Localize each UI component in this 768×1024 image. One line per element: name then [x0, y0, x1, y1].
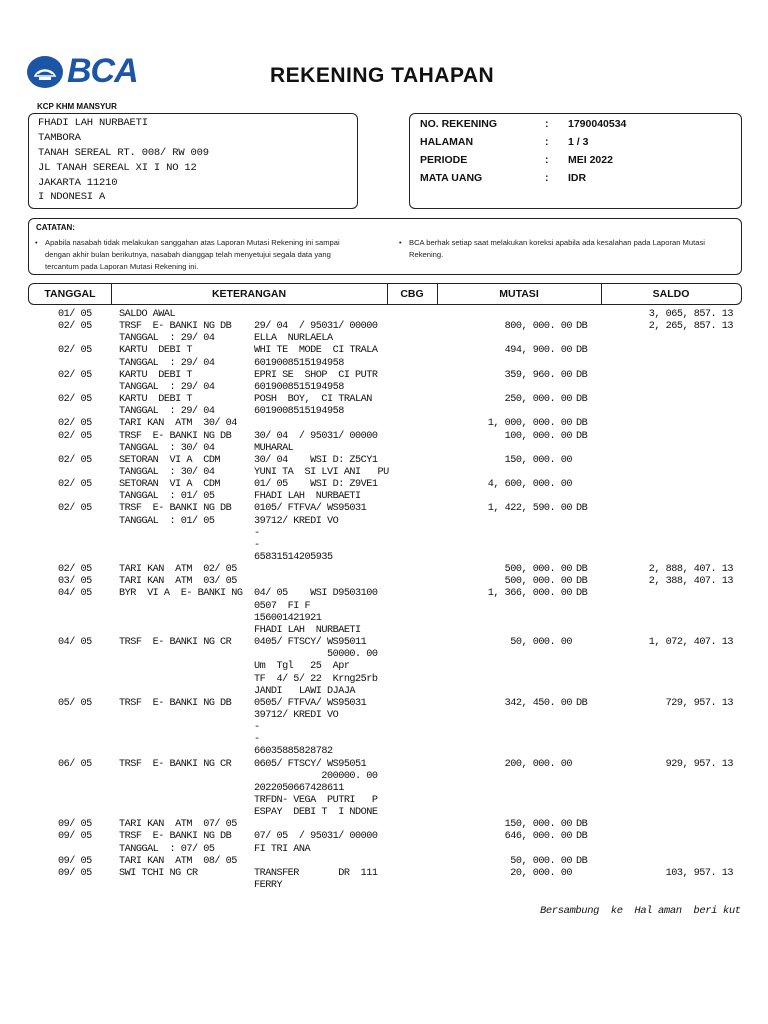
- transaction-description: SETORAN VI A CDM: [119, 479, 221, 491]
- page-title: REKENING TAHAPAN: [270, 64, 495, 87]
- account-number-row: [420, 118, 730, 132]
- transaction-type: DB: [576, 369, 588, 381]
- transaction-date: 06/ 05: [58, 758, 92, 770]
- transaction-description: TARI KAN ATM 03/ 05: [119, 576, 237, 588]
- transaction-date: 02/ 05: [58, 454, 92, 466]
- transaction-amount: 50, 000. 00: [510, 637, 572, 649]
- transaction-detail: 01/ 05 WSI D: Z9VE1: [254, 479, 378, 491]
- transaction-amount: 646, 000. 00: [504, 831, 572, 843]
- transaction-amount: 494, 900. 00: [504, 345, 572, 357]
- transaction-detail: 50000. 00: [254, 649, 378, 661]
- transaction-date: 02/ 05: [58, 430, 92, 442]
- transaction-detail: YUNI TA SI LVI ANI PU: [254, 466, 389, 478]
- note-line: dengan akhir bulan berikutnya, nasabah dianggap telah menyetujui segala data yang: [45, 250, 331, 259]
- transaction-detail: MUHARAL: [254, 442, 294, 454]
- transaction-amount: 250, 000. 00: [504, 394, 572, 406]
- transaction-date: 04/ 05: [58, 588, 92, 600]
- transaction-date: 09/ 05: [58, 831, 92, 843]
- transaction-date: 09/ 05: [58, 819, 92, 831]
- transaction-description: TANGGAL : 29/ 04: [119, 333, 215, 345]
- transaction-description: TRSF E- BANKI NG DB: [119, 831, 232, 843]
- note-left: [35, 237, 395, 273]
- transaction-description: TANGGAL : 29/ 04: [119, 357, 215, 369]
- transaction-type: DB: [576, 697, 588, 709]
- transaction-detail: 29/ 04 / 95031/ 00000: [254, 321, 378, 333]
- note-right: [399, 237, 739, 261]
- transaction-detail: 66035885828782: [254, 746, 333, 758]
- account-info-box: [409, 113, 742, 209]
- address-line: JL TANAH SEREAL XI I NO 12: [38, 162, 197, 174]
- transaction-type: DB: [576, 394, 588, 406]
- page-label: HALAMAN: [420, 136, 474, 148]
- transaction-balance: 729, 957. 13: [665, 697, 733, 709]
- transaction-date: 03/ 05: [58, 576, 92, 588]
- transaction-description: TRSF E- BANKI NG DB: [119, 430, 232, 442]
- address-line: TAMBORA: [38, 132, 81, 144]
- transaction-description: TANGGAL : 07/ 05: [119, 843, 215, 855]
- transaction-detail: WHI TE MODE CI TRALA: [254, 345, 378, 357]
- transaction-date: 09/ 05: [58, 867, 92, 879]
- column-header-cbg: CBG: [400, 288, 424, 300]
- transaction-date: 02/ 05: [58, 321, 92, 333]
- transaction-description: TRSF E- BANKI NG DB: [119, 503, 232, 515]
- transaction-description: SWI TCHI NG CR: [119, 867, 198, 879]
- transaction-amount: 342, 450. 00: [504, 697, 572, 709]
- transaction-detail: -: [254, 527, 260, 539]
- separator: :: [545, 154, 549, 166]
- transaction-detail: 6019008515194958: [254, 406, 344, 418]
- transaction-detail: 0507 FI F: [254, 600, 311, 612]
- transaction-detail: 30/ 04 / 95031/ 00000: [254, 430, 378, 442]
- transaction-description: TRSF E- BANKI NG DB: [119, 697, 232, 709]
- transaction-description: TANGGAL : 30/ 04: [119, 442, 215, 454]
- transaction-amount: 100, 000. 00: [504, 430, 572, 442]
- transaction-amount: 359, 960. 00: [504, 369, 572, 381]
- period-value: MEI 2022: [568, 154, 613, 166]
- note-line: tercantum pada Laporan Mutasi Rekening ini.: [45, 262, 199, 271]
- note-line: BCA berhak setiap saat melakukan koreksi apabila ada kesalahan pada Laporan Mutasi: [409, 238, 705, 247]
- transaction-balance: 2, 265, 857. 13: [648, 321, 733, 333]
- separator: :: [545, 172, 549, 184]
- transaction-description: SETORAN VI A CDM: [119, 454, 221, 466]
- period-label: PERIODE: [420, 154, 468, 166]
- transaction-detail: 6019008515194958: [254, 357, 344, 369]
- transaction-description: TARI KAN ATM 08/ 05: [119, 855, 237, 867]
- transaction-balance: 3, 065, 857. 13: [648, 309, 733, 320]
- transaction-amount: 1, 000, 000. 00: [487, 418, 572, 430]
- column-header-saldo: SALDO: [652, 288, 690, 300]
- transaction-type: DB: [576, 855, 588, 867]
- transaction-detail: TRFDN- VEGA PUTRI P: [254, 795, 378, 806]
- transaction-amount: 50, 000. 00: [510, 855, 572, 867]
- transaction-detail: Um Tgl 25 Apr: [254, 661, 350, 673]
- transaction-detail: 39712/ KREDI VO: [254, 515, 339, 527]
- bullet-icon: •: [399, 238, 402, 247]
- transaction-amount: 1, 422, 590. 00: [487, 503, 572, 515]
- currency-label: MATA UANG: [420, 172, 483, 184]
- transaction-detail: FHADI LAH NURBAETI: [254, 624, 361, 636]
- transaction-detail: FI TRI ANA: [254, 843, 311, 855]
- transaction-balance: 103, 957. 13: [665, 867, 733, 879]
- column-header-tanggal: TANGGAL: [44, 288, 96, 300]
- transaction-amount: 800, 000. 00: [504, 321, 572, 333]
- transaction-balance: 929, 957. 13: [665, 758, 733, 770]
- transaction-type: DB: [576, 576, 588, 588]
- notes-box: [28, 218, 742, 275]
- branch-name: KCP KHM MANSYUR: [37, 102, 117, 111]
- transaction-detail: 30/ 04 WSI D: Z5CY1: [254, 454, 378, 466]
- transaction-description: TANGGAL : 01/ 05: [119, 515, 215, 527]
- address-line: FHADI LAH NURBAETI: [38, 117, 148, 129]
- transaction-date: 02/ 05: [58, 564, 92, 576]
- page-value: 1 / 3: [568, 136, 589, 148]
- account-number-label: NO. REKENING: [420, 118, 498, 130]
- column-header-keterangan: KETERANGAN: [211, 288, 287, 300]
- notes-title: CATATAN:: [36, 223, 75, 232]
- transaction-type: DB: [576, 418, 588, 430]
- transaction-description: TRSF E- BANKI NG CR: [119, 758, 232, 770]
- transaction-amount: 20, 000. 00: [510, 867, 572, 879]
- separator: :: [545, 118, 549, 130]
- transaction-detail: FERRY: [254, 880, 283, 892]
- transaction-description: KARTU DEBI T: [119, 345, 192, 357]
- transaction-amount: 4, 600, 000. 00: [487, 479, 572, 491]
- transaction-description: TARI KAN ATM 30/ 04: [119, 418, 237, 430]
- transaction-description: TARI KAN ATM 02/ 05: [119, 564, 237, 576]
- transaction-detail: ESPAY DEBI T I NDONE: [254, 807, 378, 819]
- bca-logo: [27, 52, 147, 92]
- transaction-date: 05/ 05: [58, 697, 92, 709]
- transaction-detail: 156001421921: [254, 612, 322, 624]
- address-line: I NDONESI A: [38, 191, 106, 203]
- transaction-type: DB: [576, 430, 588, 442]
- transaction-description: KARTU DEBI T: [119, 369, 192, 381]
- note-line: Apabila nasabah tidak melakukan sanggahan atas Laporan Mutasi Rekening ini sampai: [45, 238, 340, 247]
- bca-wordmark: BCA: [67, 52, 138, 90]
- transaction-detail: JANDI LAWI DJAJA: [254, 685, 356, 697]
- transaction-date: 02/ 05: [58, 418, 92, 430]
- transaction-type: DB: [576, 345, 588, 357]
- transaction-amount: 200, 000. 00: [504, 758, 572, 770]
- transaction-detail: FHADI LAH NURBAETI: [254, 491, 361, 503]
- note-line: Rekening.: [409, 250, 444, 259]
- transaction-balance: 2, 888, 407. 13: [648, 564, 733, 576]
- separator: :: [545, 136, 549, 148]
- transaction-date: 02/ 05: [58, 503, 92, 515]
- transaction-detail: 0405/ FTSCY/ WS95011: [254, 637, 367, 649]
- transaction-detail: 07/ 05 / 95031/ 00000: [254, 831, 378, 843]
- transaction-type: DB: [576, 819, 588, 831]
- transaction-detail: 04/ 05 WSI D9503100: [254, 588, 378, 600]
- transaction-description: BYR VI A E- BANKI NG: [119, 588, 243, 600]
- transaction-date: 09/ 05: [58, 855, 92, 867]
- transaction-date: 02/ 05: [58, 345, 92, 357]
- continued-note: Bersambung ke Hal aman beri kut: [540, 905, 741, 917]
- transaction-amount: 1, 366, 000. 00: [487, 588, 572, 600]
- transaction-detail: POSH BOY, CI TRALAN: [254, 394, 372, 406]
- transaction-detail: 39712/ KREDI VO: [254, 709, 339, 721]
- transaction-description: SALDO AWAL: [119, 309, 176, 320]
- transaction-detail: 0105/ FTFVA/ WS95031: [254, 503, 367, 515]
- account-number-value: 1790040534: [568, 118, 627, 130]
- transaction-description: TANGGAL : 01/ 05: [119, 491, 215, 503]
- bullet-icon: •: [35, 238, 38, 247]
- transaction-type: DB: [576, 564, 588, 576]
- transaction-balance: 1, 072, 407. 13: [648, 637, 733, 649]
- transaction-description: TANGGAL : 29/ 04: [119, 406, 215, 418]
- transaction-detail: 200000. 00: [254, 770, 378, 782]
- table-header: [28, 283, 742, 305]
- currency-value: IDR: [568, 172, 587, 184]
- transaction-balance: 2, 388, 407. 13: [648, 576, 733, 588]
- transaction-description: TANGGAL : 29/ 04: [119, 381, 215, 393]
- address-line: TANAH SEREAL RT. 008/ RW 009: [38, 147, 209, 159]
- transaction-date: 02/ 05: [58, 394, 92, 406]
- transaction-description: TRSF E- BANKI NG CR: [119, 637, 232, 649]
- transaction-amount: 150, 000. 00: [504, 454, 572, 466]
- currency-row: [420, 172, 730, 186]
- transaction-description: TRSF E- BANKI NG DB: [119, 321, 232, 333]
- transaction-amount: 500, 000. 00: [504, 576, 572, 588]
- transaction-detail: 6019008515194958: [254, 381, 344, 393]
- customer-address-box: [28, 113, 358, 209]
- transaction-date: 02/ 05: [58, 369, 92, 381]
- transaction-date: 02/ 05: [58, 479, 92, 491]
- transaction-detail: 0505/ FTFVA/ WS95031: [254, 697, 367, 709]
- period-row: [420, 154, 730, 168]
- bca-seal-icon: [27, 56, 63, 88]
- transaction-amount: 150, 000. 00: [504, 819, 572, 831]
- transaction-type: DB: [576, 503, 588, 515]
- page-number-row: [420, 136, 730, 150]
- transaction-type: DB: [576, 831, 588, 843]
- transaction-date: 01/ 05: [58, 309, 92, 320]
- transaction-detail: 65831514205935: [254, 552, 333, 563]
- transaction-type: DB: [576, 588, 588, 600]
- transaction-amount: 500, 000. 00: [504, 564, 572, 576]
- transaction-detail: 0605/ FTSCY/ WS95051: [254, 758, 367, 770]
- transaction-description: TARI KAN ATM 07/ 05: [119, 819, 237, 831]
- transaction-description: TANGGAL : 30/ 04: [119, 466, 215, 478]
- transaction-detail: TRANSFER DR 111: [254, 867, 378, 879]
- transaction-detail: ELLA NURLAELA: [254, 333, 333, 345]
- transaction-date: 04/ 05: [58, 637, 92, 649]
- transaction-detail: TF 4/ 5/ 22 Krng25rb: [254, 673, 378, 685]
- transaction-description: KARTU DEBI T: [119, 394, 192, 406]
- transaction-detail: -: [254, 722, 260, 734]
- address-line: JAKARTA 11210: [38, 177, 118, 189]
- column-header-mutasi: MUTASI: [499, 288, 539, 300]
- transaction-detail: 2022050667428611: [254, 782, 344, 794]
- transaction-type: DB: [576, 321, 588, 333]
- transaction-detail: EPRI SE SHOP CI PUTR: [254, 369, 378, 381]
- transaction-detail: -: [254, 539, 260, 551]
- transaction-detail: -: [254, 734, 260, 746]
